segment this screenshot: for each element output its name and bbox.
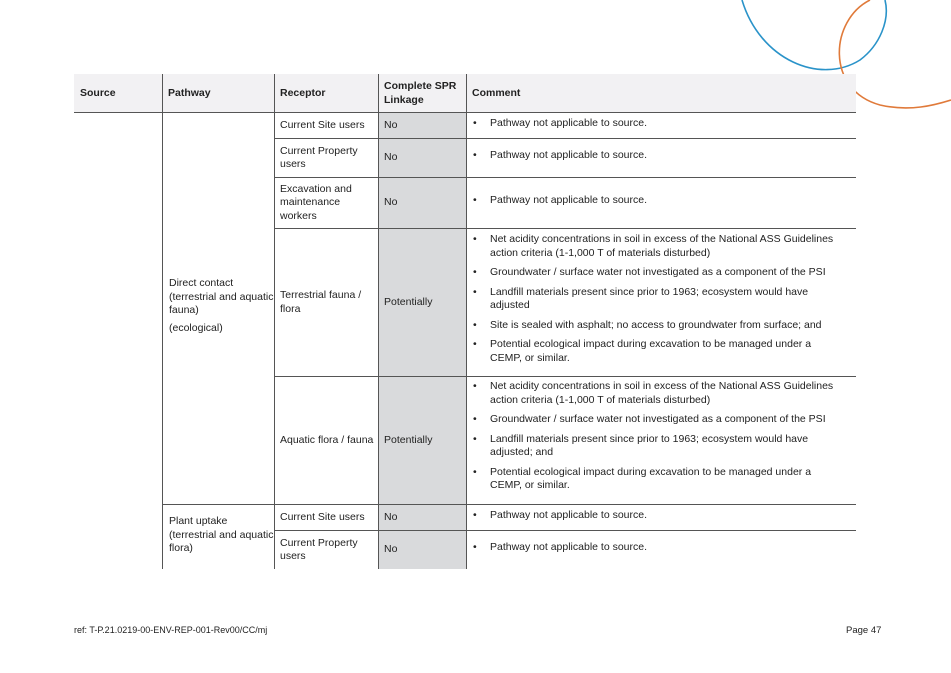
pathway-plant-uptake: Plant uptake (terrestrial and aquatic flora) (169, 515, 274, 554)
orange-arc (839, 0, 951, 108)
comment-text: Net acidity concentrations in soil in excess of the National ASS Guidelines action criteria (1-1,000 T of materials disturbed) (490, 380, 834, 406)
receptor-cell: Excavation and maintenance workers (280, 182, 352, 222)
comment-cell (466, 509, 856, 523)
linkage-cell: No (384, 510, 398, 523)
linkage-cell: No (384, 118, 398, 131)
bullet-dot: • (473, 233, 477, 245)
bullet-dot: • (473, 318, 477, 331)
comment-cell (466, 117, 856, 131)
comment-cell (466, 541, 856, 555)
comment-text: Net acidity concentrations in soil in excess of the National ASS Guidelines action criteria (1-1,000 T of materials disturbed) (490, 233, 834, 259)
comment-bullet (466, 233, 836, 260)
header-linkage: Complete SPR Linkage (384, 80, 457, 106)
comment-text: Potential ecological impact during excavation to be managed under a CEMP, or similar. (490, 338, 812, 364)
receptor-cell: Terrestrial fauna / flora (280, 289, 362, 315)
receptor-cell: Current Property users (280, 536, 358, 562)
header-pathway: Pathway (168, 87, 211, 99)
pathway-direct-contact (163, 113, 274, 504)
blue-arc (742, 0, 886, 70)
comment-bullet (466, 319, 836, 333)
bullet-dot: • (473, 432, 477, 445)
linkage-cell: Potentially (384, 433, 433, 446)
bullet-dot: • (473, 509, 477, 521)
receptor-cell: Current Site users (280, 118, 365, 131)
header-source: Source (80, 87, 116, 99)
bullet-dot: • (473, 413, 477, 425)
header-receptor: Receptor (280, 87, 326, 99)
comment-text: Pathway not applicable to source. (490, 117, 648, 129)
bullet-dot: • (473, 266, 477, 278)
comment-cell (466, 149, 856, 163)
comment-text: Site is sealed with asphalt; no access to groundwater from surface; and (490, 318, 822, 331)
receptor-cell: Aquatic flora / fauna (280, 433, 374, 446)
comment-bullet (466, 149, 836, 163)
comment-text: Potential ecological impact during excavation to be managed under a CEMP, or similar. (490, 465, 812, 491)
comment-text: Groundwater / surface water not investigated as a component of the PSI (490, 413, 826, 425)
comment-cell (466, 380, 856, 493)
pathway-ecological-text: (ecological) (169, 321, 223, 334)
footer-reference: ref: T-P.21.0219-00-ENV-REP-001-Rev00/CC/mj (74, 625, 268, 635)
comment-text: Landfill materials present since prior to 1963; ecosystem would have adjusted; and (490, 432, 809, 458)
comment-bullet (466, 338, 836, 365)
comment-bullet (466, 380, 836, 407)
linkage-cell: No (384, 543, 398, 556)
comment-bullet (466, 466, 836, 493)
comment-cell (466, 233, 856, 365)
comment-bullet (466, 433, 836, 460)
linkage-cell: Potentially (384, 295, 433, 308)
comment-bullet (466, 117, 836, 131)
comment-text: Pathway not applicable to source. (490, 509, 648, 521)
pathway-direct-contact-text: Direct contact (terrestrial and aquatic fauna) (169, 277, 274, 316)
linkage-cell: No (384, 151, 398, 164)
header-comment: Comment (472, 87, 521, 99)
bullet-dot: • (473, 149, 477, 161)
receptor-cell: Current Property users (280, 144, 358, 170)
bullet-dot: • (473, 194, 477, 206)
comment-bullet (466, 194, 836, 208)
page-number: Page 47 (846, 625, 882, 636)
comment-text: Pathway not applicable to source. (490, 541, 648, 553)
linkage-cell: No (384, 196, 398, 209)
comment-bullet (466, 413, 836, 427)
bullet-dot: • (473, 465, 477, 478)
comment-cell (466, 194, 856, 208)
comment-bullet (466, 286, 836, 313)
bullet-dot: • (473, 285, 477, 298)
bullet-dot: • (473, 380, 477, 392)
comment-text: Landfill materials present since prior to 1963; ecosystem would have adjusted (490, 285, 809, 311)
comment-text: Pathway not applicable to source. (490, 149, 648, 161)
bullet-dot: • (473, 338, 477, 350)
bullet-dot: • (473, 541, 477, 553)
comment-bullet (466, 541, 836, 555)
receptor-cell: Current Site users (280, 510, 365, 523)
comment-text: Pathway not applicable to source. (490, 194, 648, 206)
comment-text: Groundwater / surface water not investigated as a component of the PSI (490, 266, 826, 278)
comment-bullet (466, 509, 836, 523)
comment-bullet (466, 266, 836, 280)
bullet-dot: • (473, 117, 477, 129)
